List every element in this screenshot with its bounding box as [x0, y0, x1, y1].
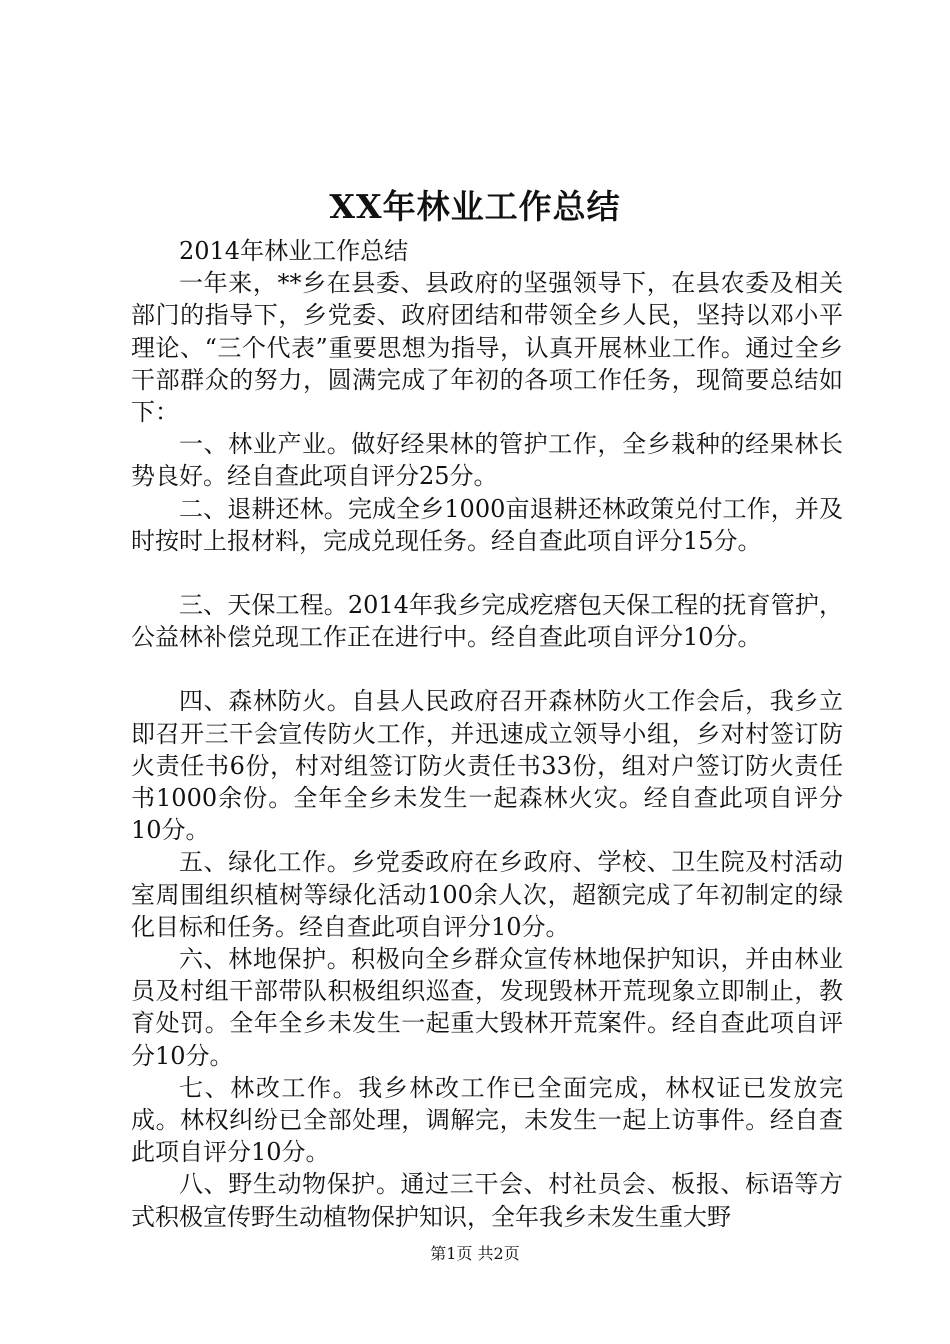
paragraph-intro: 一年来，**乡在县委、县政府的坚强领导下，在县农委及相关部门的指导下，乡党委、政府团结和带领全乡人民，坚持以邓小平理论、“三个代表”重要思想为指导，认真开展林业工作。通过全乡干部群众的努力，圆满完成了年初的各项工作任务，现简要总结如下：: [131, 269, 843, 427]
paragraph-item-3: 三、天保工程。2014年我乡完成疙瘩包天保工程的抚育管护，公益林补偿兑现工作正在进行中。经自查此项自评分10分。: [131, 591, 843, 652]
paragraph-item-6: 六、林地保护。积极向全乡群众宣传林地保护知识，并由林业员及村组干部带队积极组织巡查，发现毁林开荒现象立即制止，教育处罚。全年全乡未发生一起重大毁林开荒案件。经自查此项自评分10分。: [131, 945, 843, 1070]
paragraph-item-5: 五、绿化工作。乡党委政府在乡政府、学校、卫生院及村活动室周围组织植树等绿化活动100余人次，超额完成了年初制定的绿化目标和任务。经自查此项自评分10分。: [131, 848, 843, 941]
document-body: [131, 235, 843, 1233]
paragraph-item-8: 八、野生动物保护。通过三干会、村社员会、板报、标语等方式积极宣传野生动植物保护知识，全年我乡未发生重大野: [131, 1170, 843, 1231]
paragraph-item-4: 四、森林防火。自县人民政府召开森林防火工作会后，我乡立即召开三干会宣传防火工作，并迅速成立领导小组，乡对村签订防火责任书6份，村对组签订防火责任书33份，组对户签订防火责任书1000余份。全年全乡未发生一起森林火灾。经自查此项自评分10分。: [131, 687, 843, 845]
paragraph-item-2: 二、退耕还林。完成全乡1000亩退耕还林政策兑付工作，并及时按时上报材料，完成兑现任务。经自查此项自评分15分。: [131, 494, 843, 555]
paragraph-item-7: 七、林改工作。我乡林改工作已全面完成，林权证已发放完成。林权纠纷已全部处理，调解完，未发生一起上访事件。经自查此项自评分10分。: [131, 1073, 843, 1167]
document-title: XX年林业工作总结: [329, 187, 621, 226]
page-footer: 第1页 共2页: [430, 1244, 520, 1263]
paragraph-item-1: 一、林业产业。做好经果林的管护工作，全乡栽种的经果林长势良好。经自查此项自评分25分。: [131, 430, 843, 491]
paragraph-subtitle: 2014年林业工作总结: [179, 237, 409, 265]
